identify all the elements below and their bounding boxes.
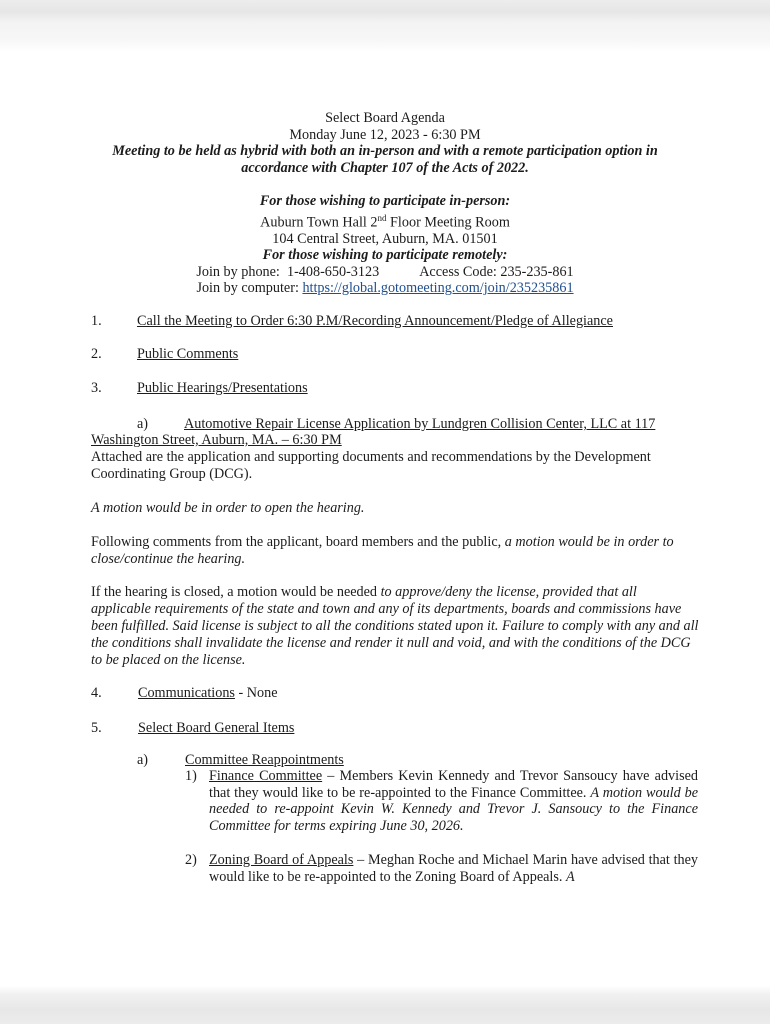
hearing-closed-text: If the hearing is closed, a motion would be needed to approve/deny the license, provided that all applicable requirements of the state and town and any of its departments, boards and commissions have been fulfilled. Said license is subject to all the conditions stated upon it. Failure to comply with any and all the conditions shall invalidate the license and render it null and void, and with the conditions of the DCG to be placed on the license. bbox=[91, 584, 699, 668]
phone-line: Join by phone: 1-408-650-3123 Access Code: 235-235-861 bbox=[196, 263, 574, 280]
hybrid-notice-line2: accordance with Chapter 107 of the Acts of 2022. bbox=[241, 159, 529, 176]
scan-shadow-top bbox=[0, 0, 770, 52]
agenda-header bbox=[0, 110, 770, 297]
hearing-attached-text: Attached are the application and supporting documents and recommendations by the Development Coordinating Group (DCG). bbox=[91, 449, 651, 482]
item-general-items: Select Board General Items bbox=[138, 720, 295, 736]
item-number: 2. bbox=[91, 346, 102, 362]
item-number: 1. bbox=[91, 313, 102, 329]
zoning-board-text: Zoning Board of Appeals – Meghan Roche and Michael Marin have advised that they would like to be re-appointed to the Zoning Board of Appeals. A bbox=[209, 852, 698, 885]
committee-reappointments: Committee Reappointments bbox=[185, 752, 344, 768]
item-number: 4. bbox=[91, 685, 102, 701]
hearing-letter: a) bbox=[137, 416, 149, 432]
meeting-link[interactable]: https://global.gotomeeting.com/join/235235861 bbox=[302, 280, 574, 297]
meeting-date-time: Monday June 12, 2023 - 6:30 PM bbox=[289, 126, 481, 143]
hearing-following-text: Following comments from the applicant, board members and the public, a motion would be in order to close/continue the hearing. bbox=[91, 534, 674, 567]
finance-committee-text: Finance Committee – Members Kevin Kennedy and Trevor Sansoucy have advised that they would like to be re-appointed to the Finance Committee. A motion would be needed to re-appoint Kevin W. Kennedy and Trevor J. Sansoucy to the Finance Committee for terms expiring June 30, 2026. bbox=[209, 768, 698, 834]
venue: Auburn Town Hall 2nd Floor Meeting Room bbox=[260, 212, 510, 231]
sub-number: 2) bbox=[185, 852, 197, 868]
item-number: 3. bbox=[91, 380, 102, 396]
item-number: 5. bbox=[91, 720, 102, 736]
hearing-title-line2: Washington Street, Auburn, MA. – 6:30 PM bbox=[91, 432, 342, 448]
inperson-heading: For those wishing to participate in-person: bbox=[259, 193, 511, 209]
venue-address: 104 Central Street, Auburn, MA. 01501 bbox=[272, 230, 498, 247]
sub-number: 1) bbox=[185, 768, 197, 784]
computer-line: Join by computer: https://global.gotomeeting.com/join/235235861 bbox=[196, 280, 574, 297]
item-public-hearings: Public Hearings/Presentations bbox=[137, 380, 308, 396]
hearing-motion-open: A motion would be in order to open the hearing. bbox=[91, 500, 365, 516]
hybrid-notice-line1: Meeting to be held as hybrid with both an in-person and with a remote participation option in bbox=[112, 143, 658, 159]
general-letter: a) bbox=[137, 752, 149, 768]
item-communications: Communications - None bbox=[138, 685, 278, 701]
item-call-to-order: Call the Meeting to Order 6:30 P.M/Recording Announcement/Pledge of Allegiance bbox=[137, 313, 613, 329]
item-public-comments: Public Comments bbox=[137, 346, 239, 362]
hearing-title-line1: Automotive Repair License Application by Lundgren Collision Center, LLC at 117 bbox=[184, 416, 656, 432]
scan-shadow-bottom bbox=[0, 986, 770, 1024]
remote-heading: For those wishing to participate remotely: bbox=[262, 247, 508, 264]
agenda-title: Select Board Agenda bbox=[325, 110, 445, 126]
